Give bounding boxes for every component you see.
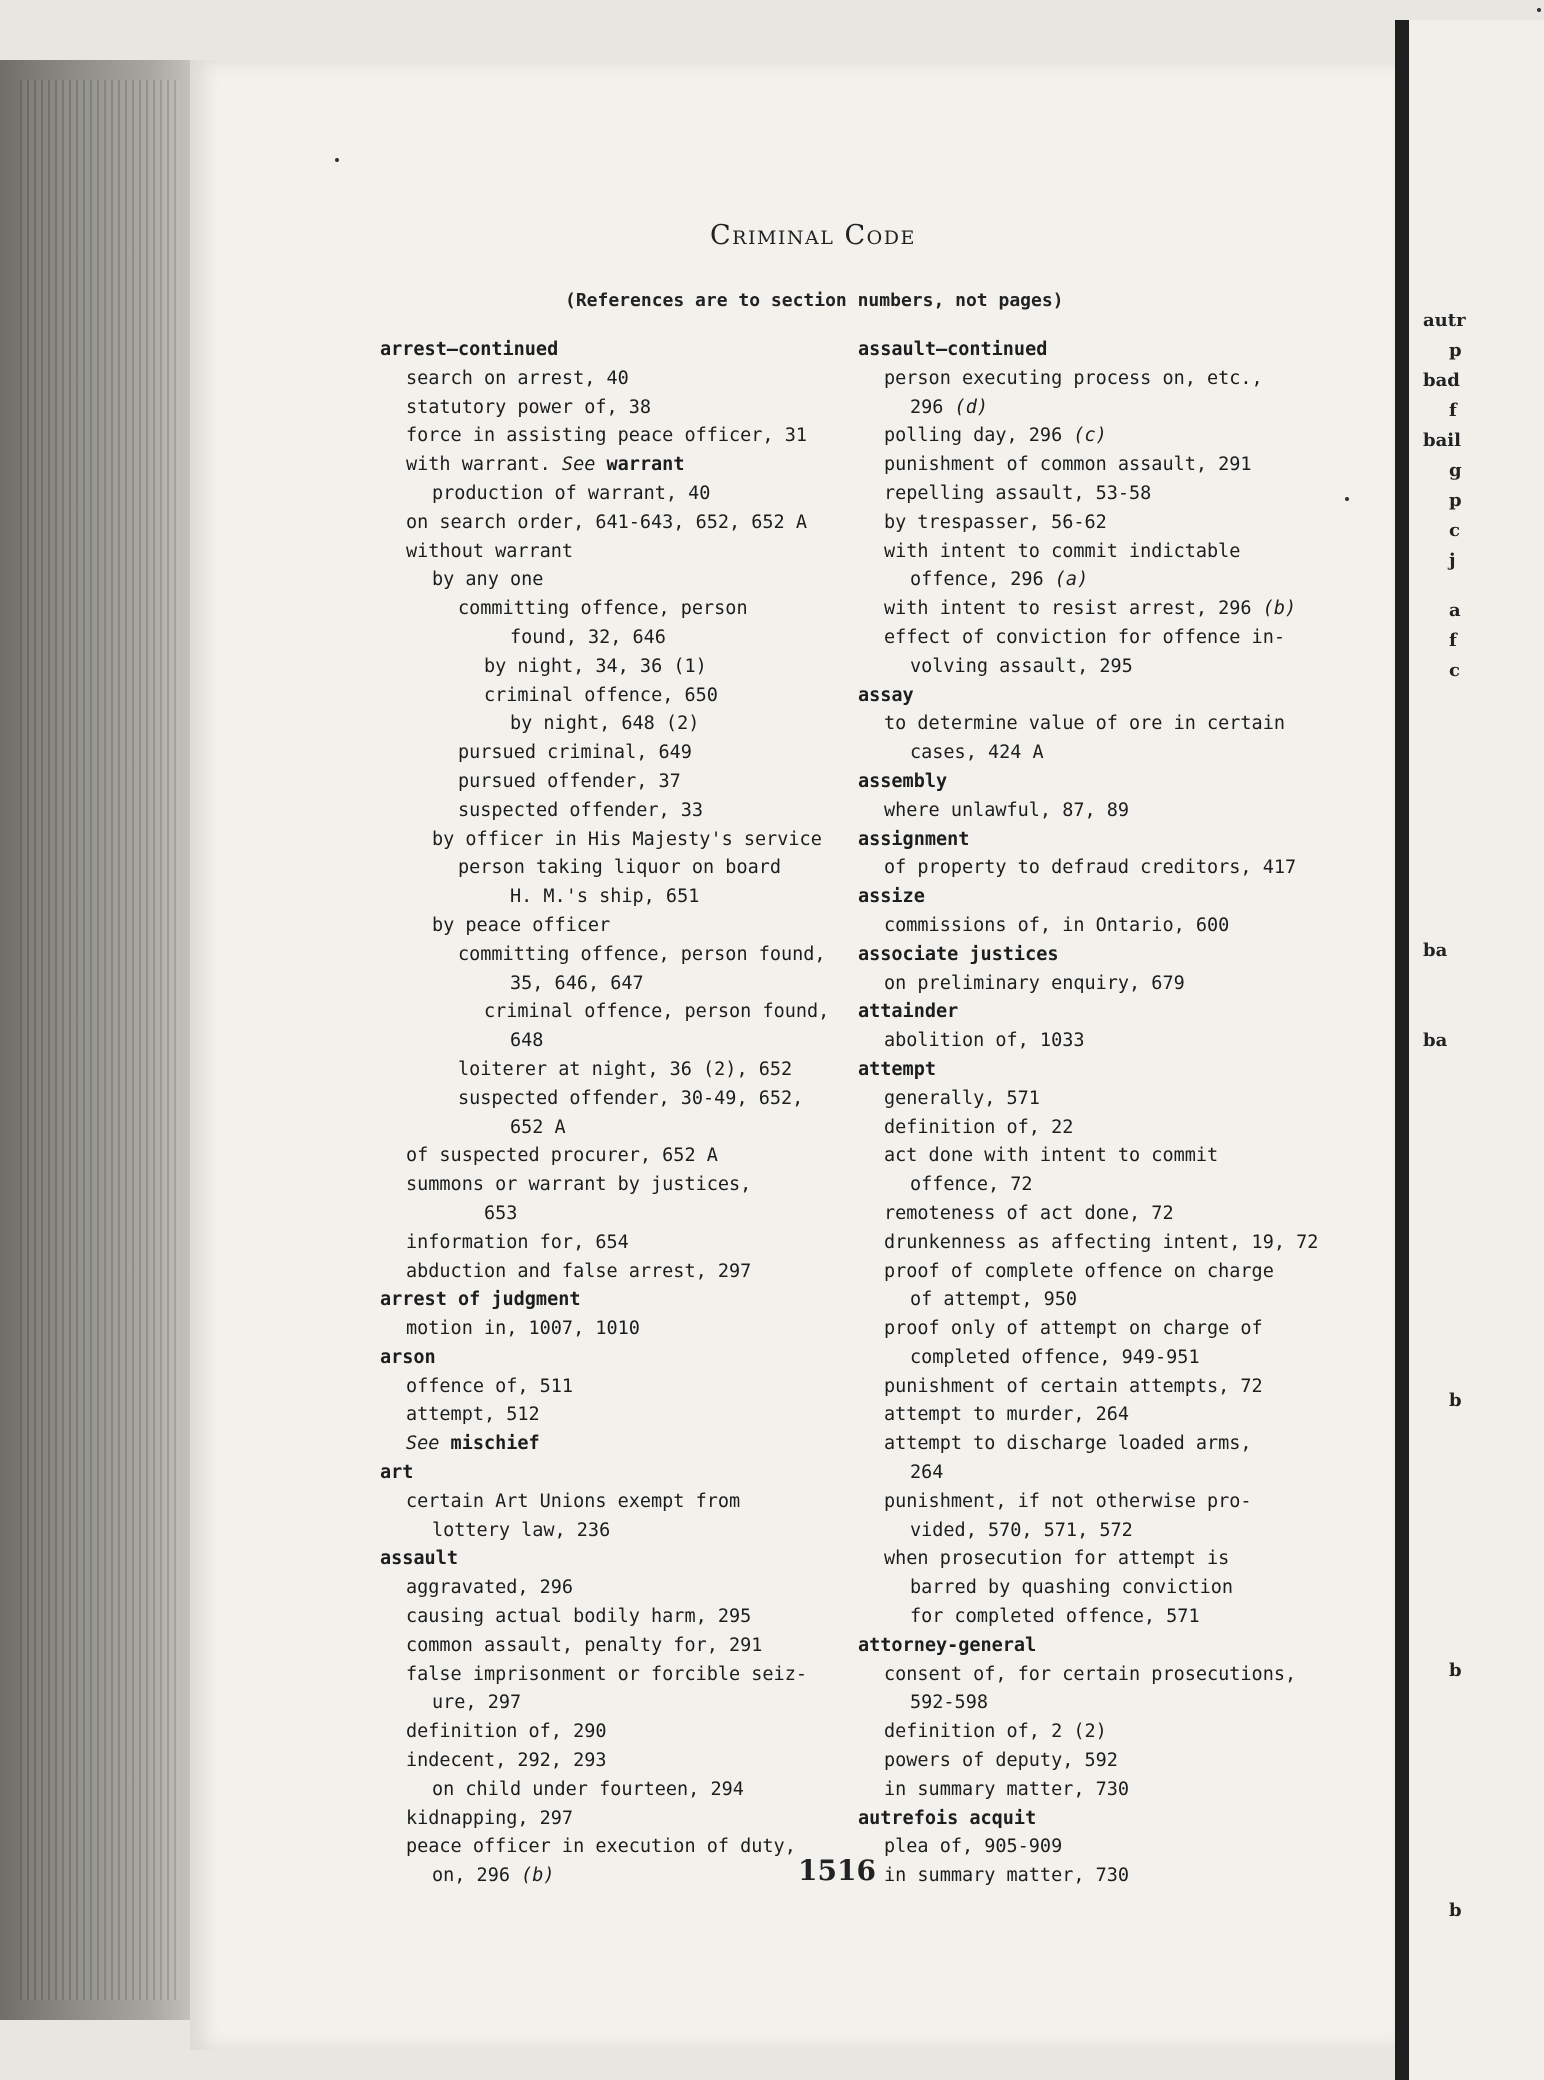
entry-text: punishment of common assault, 291 [884,454,1252,476]
entry-text: completed offence, 949-951 [910,1346,1200,1368]
entry-text: person executing process on, etc., [884,367,1263,389]
entry-text: force in assisting peace officer, 31 [406,425,807,447]
index-entry [380,1517,860,1546]
index-entry [858,422,1338,451]
index-entry [380,566,860,595]
index-entry [380,1229,860,1258]
entry-text: with intent to resist arrest, 296 [884,598,1252,620]
index-entry [858,1862,1338,1891]
index-entry [858,365,1338,394]
index-entry [380,1776,860,1805]
index-entry [380,1373,860,1402]
index-heading [858,826,1338,855]
index-entry [858,1286,1338,1315]
index-entry [858,1258,1338,1287]
entry-text: statutory power of, 38 [406,396,652,418]
index-column-right [858,336,1338,1891]
index-entry [858,595,1338,624]
index-entry [858,912,1338,941]
index-entry [858,1718,1338,1747]
index-entry [380,451,860,480]
index-entry [380,1114,860,1143]
index-entry [858,1776,1338,1805]
entry-text: abolition of, 1033 [884,1030,1085,1052]
entry-text: where unlawful, 87, 89 [884,799,1130,821]
entry-text: committing offence, person [458,598,748,620]
entry-text: by officer in His Majesty's service [432,828,822,850]
facing-page-fragment: b [1449,1390,1462,1411]
entry-text: by night, 34, 36 (1) [484,655,707,677]
index-entry [858,854,1338,883]
facing-page-fragment: c [1449,660,1460,681]
entry-text-fragment: (c) [1062,425,1107,447]
entry-text: when prosecution for attempt is [884,1548,1230,1570]
entry-text-fragment: (b) [509,1865,555,1887]
index-entry [858,1545,1338,1574]
entry-text: without warrant [406,540,574,562]
entry-text: by any one [432,569,544,591]
entry-text: proof only of attempt on charge of [884,1318,1263,1340]
index-entry [858,1085,1338,1114]
entry-text-fragment: See [550,454,596,476]
index-entry [380,1718,860,1747]
index-entry [380,941,860,970]
index-entry [858,1747,1338,1776]
index-entry [380,739,860,768]
index-entry [380,1805,860,1834]
entry-text: ure, 297 [432,1692,522,1714]
index-entry [858,1517,1338,1546]
index-entry [380,509,860,538]
entry-text: criminal offence, person found, [484,1001,830,1023]
entry-text: criminal offence, 650 [484,684,718,706]
index-entry [858,1315,1338,1344]
index-entry [858,1574,1338,1603]
entry-text: commissions of, in Ontario, 600 [884,914,1230,936]
entry-text: with warrant. [406,454,551,476]
paper-speck [1345,497,1349,501]
index-entry [380,1315,860,1344]
entry-text: volving assault, 295 [910,655,1133,677]
index-entry [858,1689,1338,1718]
entry-text: act done with intent to commit [884,1145,1219,1167]
entry-text: with intent to commit indictable [884,540,1241,562]
index-entry [380,1603,860,1632]
entry-text: by night, 648 (2) [510,713,700,735]
index-entry [380,480,860,509]
entry-text: by trespasser, 56-62 [884,511,1107,533]
entry-text: arrest—continued [380,339,559,360]
index-heading [858,336,1338,365]
index-entry [380,1488,860,1517]
index-entry [858,1661,1338,1690]
entry-text: lottery law, 236 [432,1519,611,1541]
index-entry [380,1027,860,1056]
page-title: Criminal Code [710,220,916,251]
index-entry [380,682,860,711]
index-heading [380,1286,860,1315]
index-entry [380,1862,860,1891]
index-entry [380,883,860,912]
index-entry [858,1142,1338,1171]
facing-page-fragment: b [1449,1900,1462,1921]
entry-text: to determine value of ore in certain [884,713,1285,735]
index-entry [380,1142,860,1171]
index-entry [858,1459,1338,1488]
entry-text: offence of, 511 [406,1375,574,1397]
entry-text: associate justices [858,943,1059,965]
entry-text: common assault, penalty for, 291 [406,1634,763,1656]
index-entry [380,912,860,941]
page-edges [20,80,180,2000]
facing-page-edge [1395,20,1544,2080]
index-entry [380,1258,860,1287]
index-heading [858,998,1338,1027]
index-entry [858,451,1338,480]
entry-text: on preliminary enquiry, 679 [884,972,1185,994]
entry-text: production of warrant, 40 [432,482,711,504]
entry-text: kidnapping, 297 [406,1807,574,1829]
facing-page-fragment: p [1449,490,1462,511]
facing-page-fragment: ba [1423,940,1448,961]
entry-text: certain Art Unions exempt from [406,1490,741,1512]
entry-text: assault [380,1548,458,1570]
index-entry [858,739,1338,768]
entry-text: of attempt, 950 [910,1289,1078,1311]
entry-text: on, 296 [432,1865,510,1887]
index-heading [858,768,1338,797]
entry-text: indecent, 292, 293 [406,1750,607,1772]
entry-text: 652 A [510,1116,566,1138]
index-heading [858,883,1338,912]
entry-text: vided, 570, 571, 572 [910,1519,1133,1541]
entry-text: information for, 654 [406,1231,629,1253]
entry-text: on child under fourteen, 294 [432,1778,744,1800]
index-entry [380,538,860,567]
entry-text: committing offence, person found, [458,943,826,965]
entry-text: proof of complete offence on charge [884,1260,1274,1282]
index-heading [858,1805,1338,1834]
entry-text: pursued offender, 37 [458,770,681,792]
index-entry [858,1373,1338,1402]
index-entry [858,538,1338,567]
index-entry [380,653,860,682]
entry-text: cases, 424 A [910,742,1044,764]
index-entry [380,970,860,999]
index-entry [380,1200,860,1229]
facing-page-fragment: f [1449,400,1457,421]
entry-text: repelling assault, 53-58 [884,482,1152,504]
index-entry [380,595,860,624]
index-entry [858,624,1338,653]
paper-speck [335,158,339,162]
index-heading [380,336,860,365]
index-entry [858,797,1338,826]
entry-text: assay [858,684,914,706]
index-entry [380,1430,860,1459]
entry-text: 648 [510,1030,544,1052]
index-entry [858,1344,1338,1373]
entry-text: See [406,1433,440,1455]
entry-text: motion in, 1007, 1010 [406,1318,640,1340]
entry-text: remoteness of act done, 72 [884,1202,1174,1224]
entry-text: assembly [858,770,948,792]
index-heading [380,1545,860,1574]
index-entry [858,480,1338,509]
entry-text: loiterer at night, 36 (2), 652 [458,1058,793,1080]
entry-text: attempt to discharge loaded arms, [884,1433,1252,1455]
index-entry [858,710,1338,739]
entry-text: effect of conviction for offence in- [884,626,1285,648]
entry-text: attempt, 512 [406,1404,540,1426]
entry-text: plea of, 905-909 [884,1836,1063,1858]
entry-text: polling day, 296 [884,425,1063,447]
entry-text: 592-598 [910,1692,988,1714]
entry-text: in summary matter, 730 [884,1778,1130,1800]
index-entry [380,422,860,451]
index-entry [380,854,860,883]
entry-text: person taking liquor on board [458,857,782,879]
entry-text: arson [380,1346,436,1368]
facing-page-fragment: p [1449,340,1462,361]
facing-page-fragment: b [1449,1660,1462,1681]
index-entry [380,1171,860,1200]
entry-text: generally, 571 [884,1087,1040,1109]
entry-text: attempt to murder, 264 [884,1404,1130,1426]
index-entry [858,1401,1338,1430]
entry-text: drunkenness as affecting intent, 19, 72 [884,1231,1319,1253]
entry-text: aggravated, 296 [406,1577,574,1599]
entry-text: 653 [484,1202,518,1224]
entry-text: 296 [910,396,944,418]
index-entry [858,394,1338,423]
page-number: 1516 [798,1854,876,1887]
index-heading [858,941,1338,970]
index-heading [858,1056,1338,1085]
facing-page-fragment: c [1449,520,1460,541]
index-entry [380,998,860,1027]
index-entry [380,1833,860,1862]
entry-text: of suspected procurer, 652 A [406,1145,718,1167]
entry-text: assault—continued [858,339,1048,360]
entry-text: for completed offence, 571 [910,1606,1200,1628]
index-heading [858,682,1338,711]
entry-text: by peace officer [432,914,611,936]
entry-text-fragment: warrant [595,454,685,476]
index-entry [858,1200,1338,1229]
entry-text: consent of, for certain prosecutions, [884,1663,1297,1685]
entry-text: attempt [858,1058,936,1080]
entry-text: on search order, 641-643, 652, 652 A [406,511,807,533]
entry-text: punishment, if not otherwise pro- [884,1490,1252,1512]
index-entry [380,624,860,653]
facing-page-fragment: f [1449,630,1457,651]
index-entry [380,826,860,855]
entry-text: abduction and false arrest, 297 [406,1260,752,1282]
entry-text-fragment: mischief [439,1433,540,1455]
entry-text: powers of deputy, 592 [884,1750,1118,1772]
index-heading [380,1344,860,1373]
index-heading [858,1632,1338,1661]
index-heading [380,1459,860,1488]
entry-text: arrest of judgment [380,1289,581,1311]
facing-page-fragment: autr [1423,310,1466,331]
index-entry [858,1603,1338,1632]
entry-text: in summary matter, 730 [884,1865,1130,1887]
index-entry [380,797,860,826]
index-entry [858,653,1338,682]
index-entry [380,710,860,739]
entry-text: definition of, 22 [884,1116,1074,1138]
entry-text: definition of, 2 (2) [884,1721,1107,1743]
index-entry [380,1401,860,1430]
entry-text: assignment [858,828,970,850]
index-entry [380,365,860,394]
index-entry [858,1027,1338,1056]
entry-text: punishment of certain attempts, 72 [884,1375,1263,1397]
entry-text: art [380,1462,414,1484]
entry-text: found, 32, 646 [510,626,666,648]
index-entry [858,566,1338,595]
entry-text: summons or warrant by justices, [406,1174,752,1196]
index-entry [380,394,860,423]
index-entry [858,1229,1338,1258]
index-entry [380,768,860,797]
index-entry [380,1056,860,1085]
entry-text-fragment: (a) [1043,569,1089,591]
index-entry [858,1430,1338,1459]
references-note: (References are to section numbers, not pages) [565,290,1064,311]
entry-text: attorney-general [858,1634,1037,1656]
entry-text: pursued criminal, 649 [458,742,692,764]
facing-page-fragment: bail [1423,430,1461,451]
index-entry [380,1632,860,1661]
index-entry [380,1085,860,1114]
index-entry [380,1574,860,1603]
facing-page-fragment: bad [1423,370,1460,391]
entry-text: barred by quashing conviction [910,1577,1234,1599]
index-entry [380,1747,860,1776]
index-entry [858,970,1338,999]
entry-text: suspected offender, 33 [458,799,704,821]
facing-page-fragment: j [1449,550,1456,571]
index-entry [858,1833,1338,1862]
entry-text: of property to defraud creditors, 417 [884,857,1297,879]
entry-text: causing actual bodily harm, 295 [406,1606,752,1628]
entry-text: 35, 646, 647 [510,972,644,994]
entry-text: definition of, 290 [406,1721,607,1743]
facing-page-fragment: ba [1423,1030,1448,1051]
index-entry [380,1661,860,1690]
entry-text: autrefois acquit [858,1807,1037,1829]
entry-text-fragment: (d) [943,396,988,418]
entry-text: false imprisonment or forcible seiz- [406,1663,807,1685]
paper-speck [1537,8,1541,12]
facing-page-fragment: g [1449,460,1462,481]
entry-text: assize [858,886,925,908]
index-entry [858,509,1338,538]
index-entry [858,1171,1338,1200]
index-entry [858,1488,1338,1517]
entry-text: 264 [910,1462,944,1484]
index-column-left [380,336,860,1891]
entry-text: attainder [858,1001,959,1023]
entry-text: offence, 72 [910,1174,1033,1196]
facing-page-fragment: a [1449,600,1461,621]
entry-text: suspected offender, 30-49, 652, [458,1087,804,1109]
index-entry [858,1114,1338,1143]
entry-text: H. M.'s ship, 651 [510,886,700,908]
entry-text-fragment: (b) [1251,598,1297,620]
entry-text: search on arrest, 40 [406,367,629,389]
index-entry [380,1689,860,1718]
entry-text: offence, 296 [910,569,1044,591]
entry-text: peace officer in execution of duty, [406,1836,796,1858]
